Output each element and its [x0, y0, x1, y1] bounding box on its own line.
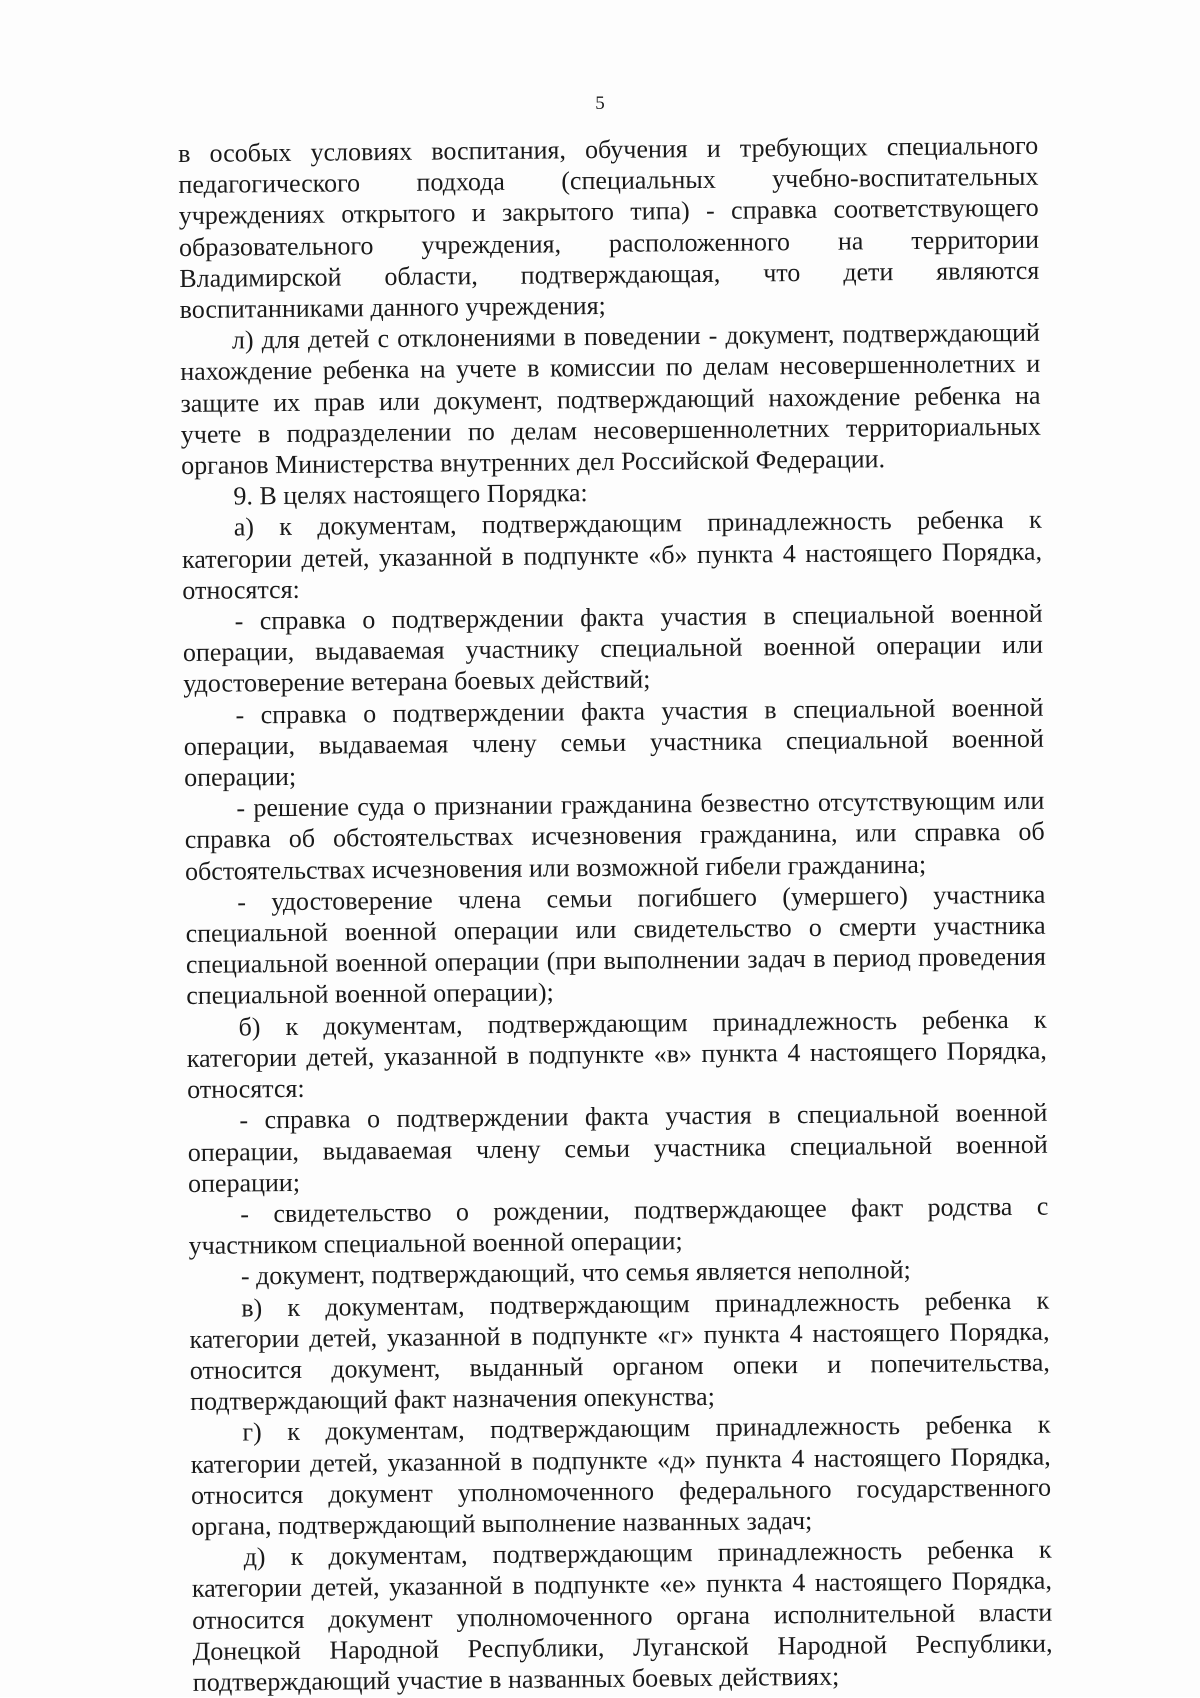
list-item: - решение суда о признании гражданина безвестно отсутствующим или справка об обстоятельствах исчезновения гражданина, или справка об обстоятельствах исчезновения или возможной гибели гражданина; [184, 785, 1045, 886]
paragraph-item-g: г) к документам, подтверждающим принадлежность ребенка к категории детей, указанной в подпункте «д» пункта 4 настоящего Порядка, относится документ уполномоченного федерального государственного органа, подтверждающий выполнение названных задач; [190, 1410, 1052, 1541]
list-item: - документ, подтверждающий, что семья является неполной; [240, 1255, 911, 1291]
list-item: - справка о подтверждении факта участия в специальной военной операции, выдаваемая участнику специальной военной операции или удостоверение ветерана боевых действий; [182, 598, 1044, 699]
paragraph-item-d: д) к документам, подтверждающим принадлежность ребенка к категории детей, указанной в подпункте «е» пункта 4 настоящего Порядка, относится документ уполномоченного органа исполнительной власти Донецкой Народной Республики, Луганской Народной Республики, подтверждающий участие в названных боевых действиях; [191, 1534, 1053, 1697]
paragraph-clause-9: 9. В целях настоящего Порядка: [233, 478, 588, 511]
list-item: - свидетельство о рождении, подтверждающее факт родства с участником специальной военной операции; [188, 1191, 1049, 1261]
list-item: - справка о подтверждении факта участия в специальной военной операции, выдаваемая члену семьи участника специальной военной операции; [183, 692, 1044, 793]
page-number: 5 [595, 93, 605, 114]
document-body [178, 130, 1053, 1698]
list-item: - справка о подтверждении факта участия в специальной военной операции, выдаваемая члену семьи участника специальной военной операции; [187, 1097, 1048, 1198]
paragraph-item-l: л) для детей с отклонениями в поведении - документ, подтверждающий нахождение ребенка на учете в комиссии по делам несовершеннолетних и защите их прав или документ, подтверждающий нахождение ребенка на учете в подразделении по делам несовершеннолетних территориальных органов Министерства внутренних дел Российской Федерации. [180, 317, 1041, 481]
paragraph-item-v: в) к документам, подтверждающим принадлежность ребенка к категории детей, указанной в подпункте «г» пункта 4 настоящего Порядка, относится документ, выданный органом опеки и попечительства, подтверждающий факт назначения опекунства; [189, 1285, 1050, 1417]
paragraph-item-a: а) к документам, подтверждающим принадлежность ребенка к категории детей, указанной в подпункте «б» пункта 4 настоящего Порядка, относятся: [181, 505, 1043, 605]
list-item: - удостоверение члена семьи погибшего (умершего) участника специальной военной операции или свидетельство о смерти участника специальной военной операции (при выполнении задач в период проведения специальной военной операции); [185, 879, 1047, 1011]
paragraph-continuation-k: в особых условиях воспитания, обучения и требующих специального педагогического подхода (специальных учебно-воспитательных учреждениях открытого и закрытого типа) - справка соответствующего образовательного учреждения, расположенного на территории Владимирской области, подтверждающая, что дети являются воспитанниками данного учреждения; [178, 130, 1040, 325]
paragraph-item-b: б) к документам, подтверждающим принадлежность ребенка к категории детей, указанной в подпункте «в» пункта 4 настоящего Порядка, относятся: [186, 1004, 1047, 1105]
